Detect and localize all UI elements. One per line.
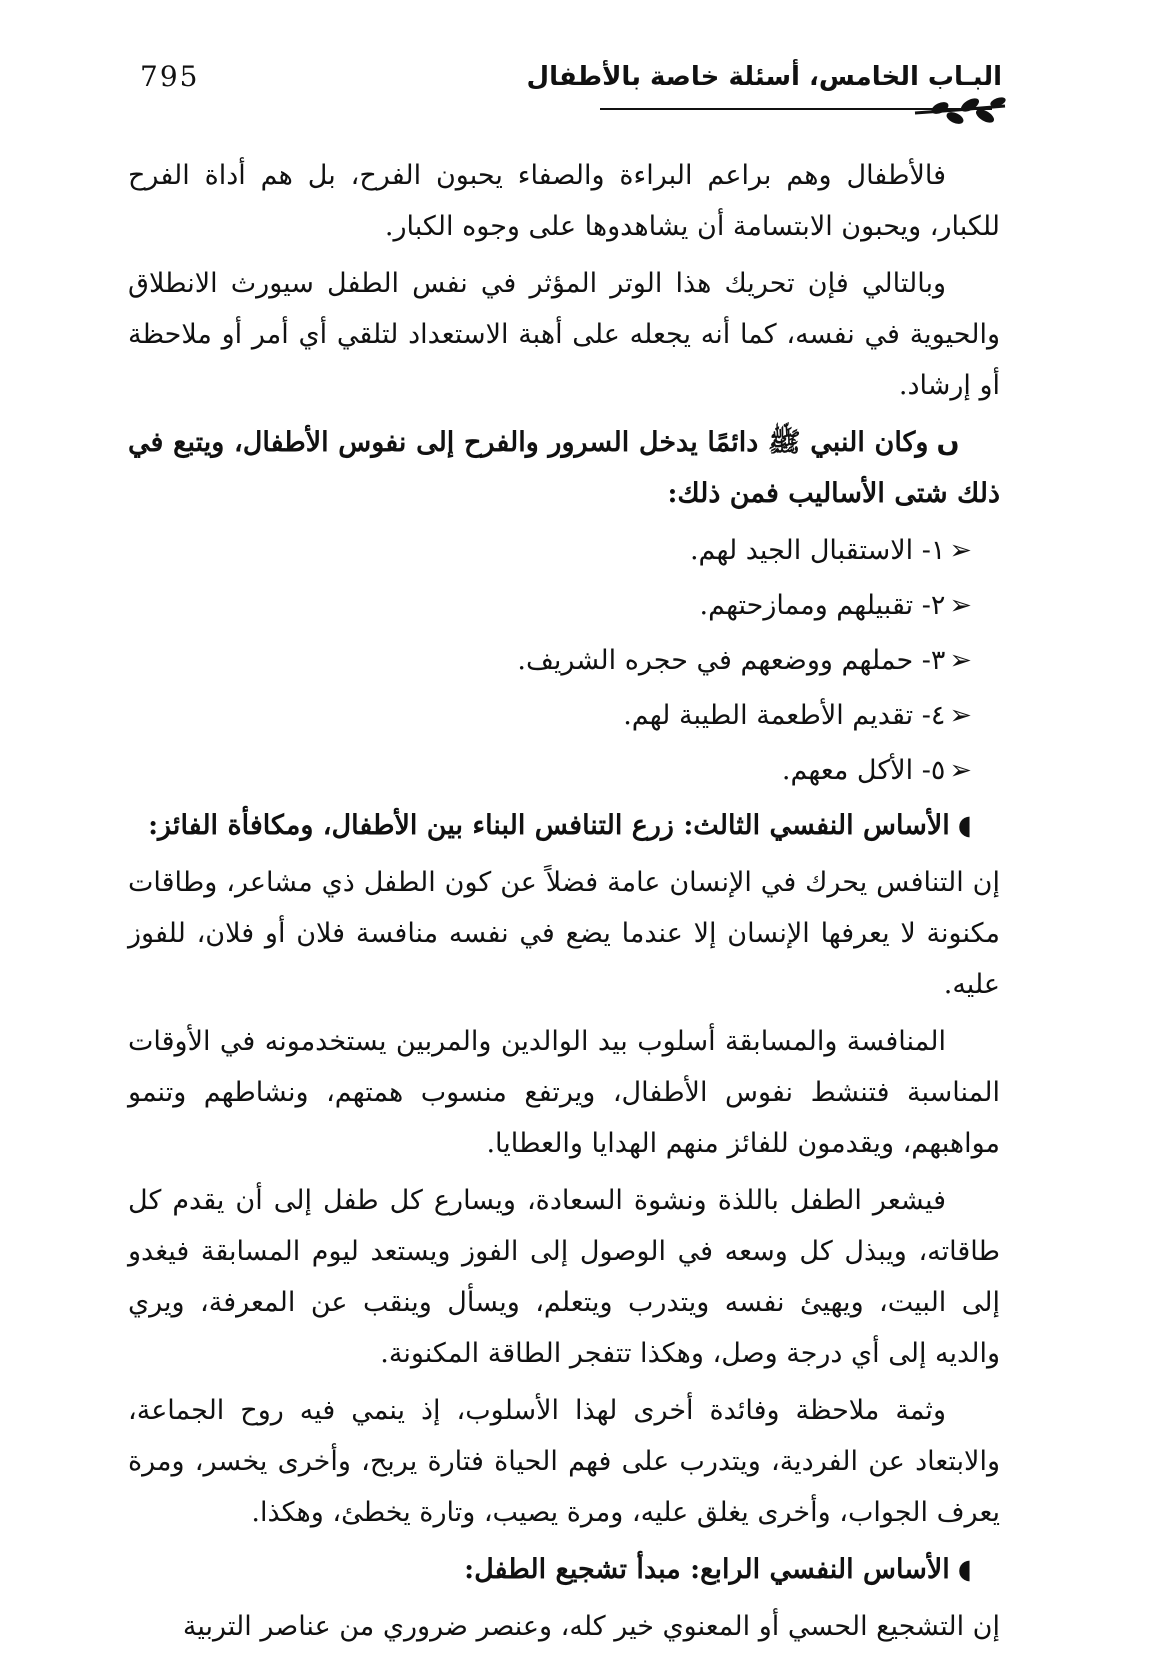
paragraph-bold (128, 417, 1000, 519)
list-text: الأكل معهم. (781, 755, 914, 786)
arrow-icon: ➢ (949, 700, 972, 731)
paragraph: وبالتالي فإن تحريك هذا الوتر المؤثر في نفس الطفل سيورث الانطلاق والحيوية في نفسه، كما أنه يجعله على أهبة الاستعداد لتلقي أي أمر أو ملاحظة أو إرشاد. (128, 268, 1000, 401)
list-number: ٢- (921, 590, 946, 621)
section-mark-icon: ◖ (957, 810, 972, 841)
running-header-title: البـاب الخامس، أسئلة خاصة بالأطفال (526, 62, 1002, 92)
paragraph: فالأطفال وهم براعم البراءة والصفاء يحبون الفرح، بل هم أداة الفرح للكبار، ويحبون الابتسامة أن يشاهدوها على وجوه الكبار. (128, 160, 1000, 242)
section-heading (128, 800, 1000, 851)
list-number: ٥- (921, 755, 946, 786)
list-text: حملهم ووضعهم في حجره الشريف. (517, 645, 914, 676)
list-item (128, 580, 1000, 631)
section-heading-text: زرع التنافس البناء بين الأطفال، ومكافأة الفائز: (148, 810, 674, 841)
paragraph-mark-icon: ﮞ (936, 427, 960, 458)
section-mark-icon: ◖ (957, 1554, 972, 1585)
section-heading (128, 1544, 1000, 1595)
list-text: تقديم الأطعمة الطيبة لهم. (623, 700, 914, 731)
list-text: الاستقبال الجيد لهم. (689, 535, 914, 566)
leaf-branch-icon (910, 88, 1010, 138)
paragraph: إن التشجيع الحسي أو المعنوي خير كله، وعنصر ضروري من عناصر التربية (182, 1611, 1000, 1642)
list-item (128, 690, 1000, 741)
paragraph: وثمة ملاحظة وفائدة أخرى لهذا الأسلوب، إذ ينمي فيه روح الجماعة، والابتعاد عن الفردية، ويتدرب على فهم الحياة فتارة يربح، وأخرى يخسر، ومرة يعرف الجواب، وأخرى يغلق عليه، ومرة يصيب، وتارة يخطئ، وهكذا. (128, 1395, 1000, 1528)
arrow-icon: ➢ (949, 535, 972, 566)
list-number: ٣- (921, 645, 946, 676)
page-number: 795 (140, 60, 200, 93)
paragraph: إن التنافس يحرك في الإنسان عامة فضلاً عن كون الطفل ذي مشاعر، وطاقات مكنونة لا يعرفها الإنسان إلا عندما يضع في نفسه منافسة فلان أو فلان، للفوز عليه. (128, 867, 1000, 1000)
list-item (128, 635, 1000, 686)
list-text: تقبيلهم وممازحتهم. (699, 590, 914, 621)
section-heading-label: الأساس النفسي الثالث: (683, 810, 950, 841)
list-number: ٤- (921, 700, 946, 731)
paragraph-bold-text: وكان النبي ﷺ دائمًا يدخل السرور والفرح إلى نفوس الأطفال، ويتبع في ذلك شتى الأساليب فمن ذلك: (128, 427, 1000, 509)
list-number: ١- (921, 535, 946, 566)
list-item (128, 745, 1000, 796)
list-item (128, 525, 1000, 576)
arrow-icon: ➢ (949, 645, 972, 676)
paragraph: فيشعر الطفل باللذة ونشوة السعادة، ويسارع كل طفل إلى أن يقدم كل طاقاته، ويبذل كل وسعه في الوصول إلى الفوز ويستعد ليوم المسابقة فيغدو إلى البيت، ويهيئ نفسه ويتدرب ويتعلم، ويسأل وينقب عن المعرفة، ويري والديه إلى أي درجة وصل، وهكذا تتفجر الطاقة المكنونة. (128, 1185, 1000, 1369)
arrow-icon: ➢ (949, 755, 972, 786)
page-body (128, 150, 1000, 1658)
section-heading-text: مبدأ تشجيع الطفل: (464, 1554, 681, 1585)
paragraph: المنافسة والمسابقة أسلوب بيد الوالدين والمربين يستخدمونه في الأوقات المناسبة فتنشط نفوس الأطفال، ويرتفع منسوب همتهم، ونشاطهم وتنمو مواهبهم، ويقدمون للفائز منهم الهدايا والعطايا. (128, 1026, 1000, 1159)
arrow-icon: ➢ (949, 590, 972, 621)
section-heading-label: الأساس النفسي الرابع: (690, 1554, 950, 1585)
